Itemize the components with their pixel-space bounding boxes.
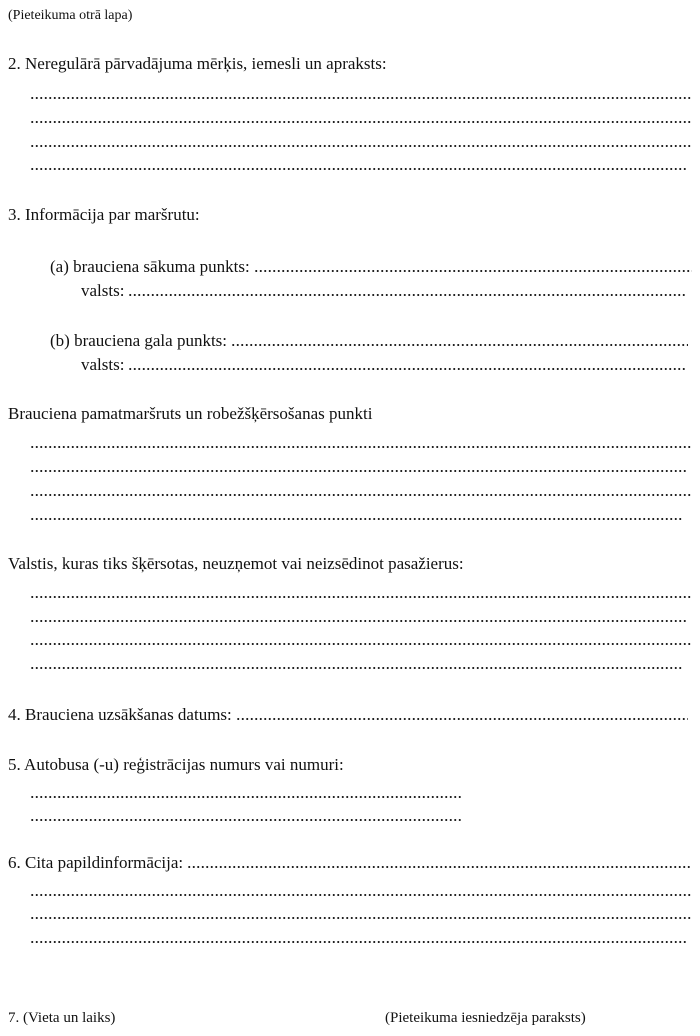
start-country-field[interactable] — [128, 294, 687, 296]
section-5-title: 5. Autobusa (-u) reģistrācijas numurs vai numuri: — [8, 755, 344, 774]
transit-title: Valstis, kuras tiks šķērsotas, neuzņemot vai neizsēdinot pasažierus: — [8, 554, 464, 573]
purpose-line-3[interactable] — [30, 145, 692, 147]
transit-line-2[interactable] — [30, 620, 686, 622]
additional-info-row — [8, 853, 692, 873]
section-2-title: 2. Neregulārā pārvadājuma mērķis, iemesli un apraksts: — [8, 54, 387, 73]
route-line-3[interactable] — [30, 494, 692, 496]
start-point-row — [50, 257, 692, 277]
purpose-line-2[interactable] — [30, 121, 692, 123]
purpose-line-1[interactable] — [30, 97, 692, 99]
route-line-4[interactable] — [30, 518, 682, 520]
start-point-field[interactable] — [254, 270, 692, 272]
registration-line-1[interactable] — [30, 796, 462, 798]
start-country-row — [81, 281, 687, 301]
transit-line-1[interactable] — [30, 596, 692, 598]
start-point-label: (a) brauciena sākuma punkts: — [50, 257, 250, 276]
end-country-label: valsts: — [81, 355, 125, 374]
route-title: Brauciena pamatmaršruts un robežšķērsošanas punkti — [8, 404, 373, 423]
start-date-row — [8, 705, 688, 725]
end-point-field[interactable] — [231, 344, 688, 346]
section-3-title: 3. Informācija par maršrutu: — [8, 205, 200, 224]
end-point-row — [50, 331, 688, 351]
purpose-line-4[interactable] — [30, 168, 686, 170]
additional-info-line-4[interactable] — [30, 941, 686, 943]
end-country-row — [81, 355, 687, 375]
route-line-2[interactable] — [30, 470, 686, 472]
applicant-signature-label: (Pieteikuma iesniedzēja paraksts) — [385, 1010, 586, 1026]
registration-line-2[interactable] — [30, 819, 462, 821]
start-country-label: valsts: — [81, 281, 125, 300]
end-point-label: (b) brauciena gala punkts: — [50, 331, 228, 350]
additional-info-line-3[interactable] — [30, 917, 692, 919]
start-date-field[interactable] — [236, 718, 688, 720]
page-label: (Pieteikuma otrā lapa) — [8, 8, 133, 23]
route-line-1[interactable] — [30, 446, 692, 448]
start-date-label: 4. Brauciena uzsākšanas datums: — [8, 705, 232, 724]
additional-info-line-2[interactable] — [30, 894, 692, 896]
additional-info-field-1[interactable] — [187, 866, 692, 868]
additional-info-label: 6. Cita papildinformācija: — [8, 853, 184, 872]
end-country-field[interactable] — [128, 368, 687, 370]
transit-line-4[interactable] — [30, 667, 682, 669]
transit-line-3[interactable] — [30, 643, 692, 645]
place-and-time-label: 7. (Vieta un laiks) — [8, 1010, 116, 1026]
